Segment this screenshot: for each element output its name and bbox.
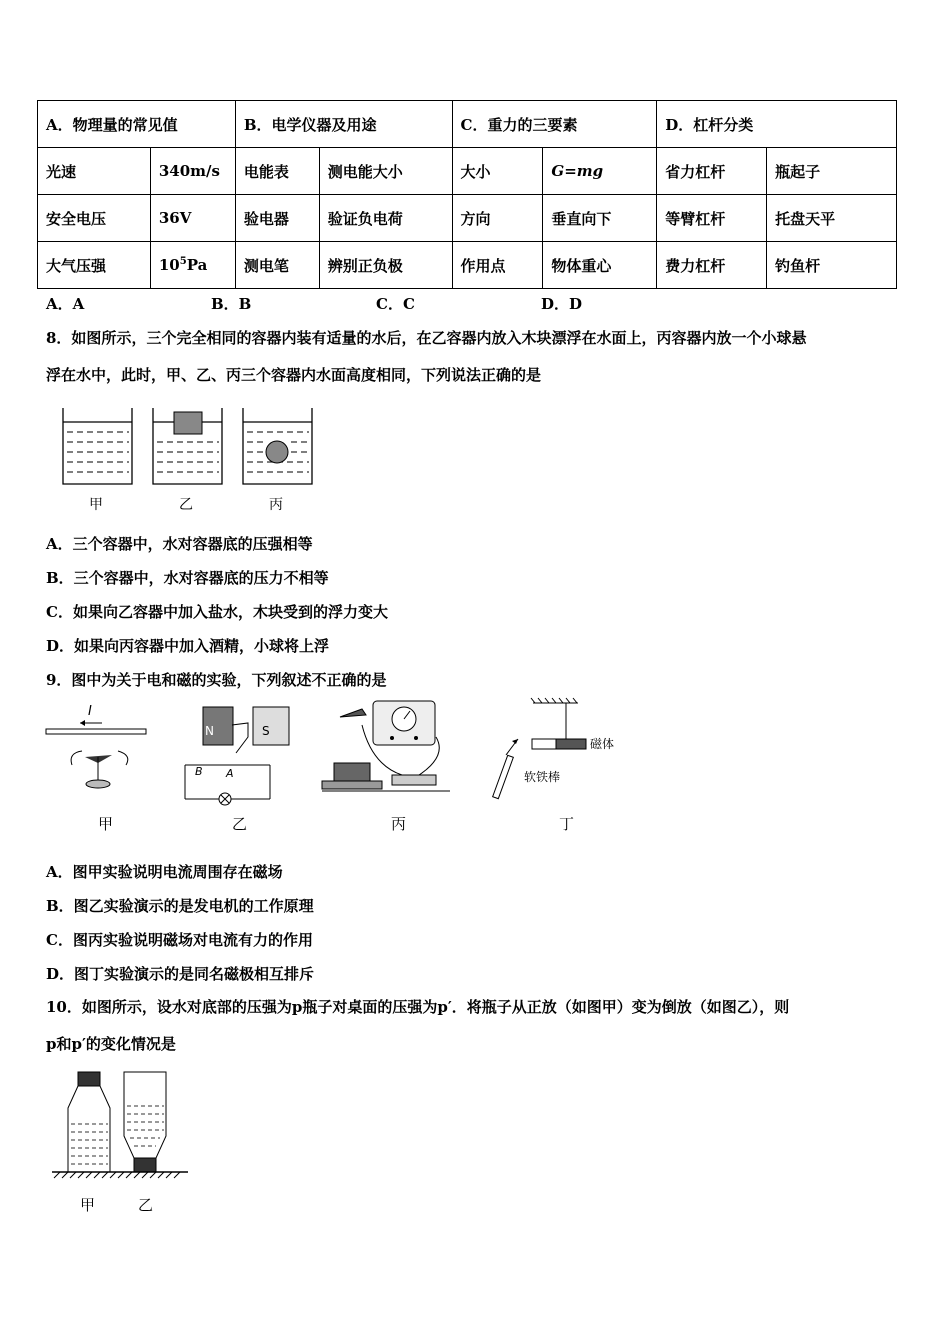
q9-option-b[interactable]: B．图乙实验演示的是发电机的工作原理: [46, 897, 314, 915]
figure-label: 丙: [269, 497, 283, 513]
water-lines-yi: [157, 442, 219, 472]
table-cell: G=mg: [543, 148, 657, 195]
table-cell: 安全电压: [38, 195, 151, 242]
table-header: C．重力的三要素: [452, 101, 657, 148]
q7-option-c[interactable]: C．C: [376, 295, 415, 313]
wood-block: [174, 412, 202, 434]
q8-figure: [55, 402, 325, 517]
q10-figure: [48, 1068, 198, 1218]
magnet-label: 磁体: [590, 737, 615, 751]
figure-jia: [46, 704, 146, 788]
current-label: I: [88, 704, 92, 719]
q8-stem-line2: 浮在水中，此时，甲、乙、丙三个容器内水面高度相同，下列说法正确的是: [46, 366, 542, 384]
q9-option-d[interactable]: D．图丁实验演示的是同名磁极相互排斥: [46, 965, 315, 983]
figure-label: 甲: [98, 815, 114, 833]
table-cell: 物体重心: [543, 242, 657, 289]
table-cell: 测电能大小: [319, 148, 452, 195]
table-cell: 省力杠杆: [657, 148, 767, 195]
table-cell: 验证负电荷: [319, 195, 452, 242]
table-row: [38, 195, 897, 242]
bottle-jia: [68, 1072, 110, 1172]
q8-option-a[interactable]: A．三个容器中，水对容器底的压强相等: [46, 535, 313, 553]
q8-option-c[interactable]: C．如果向乙容器中加入盐水，木块受到的浮力变大: [46, 603, 388, 621]
table-cell: 36V: [150, 195, 235, 242]
table-cell: 费力杠杆: [657, 242, 767, 289]
bottle-yi: [124, 1072, 166, 1172]
pressure-base: 10: [158, 256, 180, 274]
table-cell: 340m/s: [150, 148, 235, 195]
table-header: A．物理量的常见值: [38, 101, 236, 148]
figure-label: 丙: [391, 815, 407, 833]
table-cell: 钓鱼杆: [767, 242, 897, 289]
n-pole-label: N: [205, 724, 214, 738]
table-cell: [150, 242, 235, 289]
figure-ding: [493, 698, 614, 799]
table-cell: 辨别正负极: [319, 242, 452, 289]
table-cell: 大气压强: [38, 242, 151, 289]
table-cell: 作用点: [452, 242, 543, 289]
a-label: A: [226, 767, 234, 780]
b-label: B: [195, 765, 203, 778]
q9-option-a[interactable]: A．图甲实验说明电流周围存在磁场: [46, 863, 283, 881]
table-row: [38, 242, 897, 289]
container-jia: [63, 408, 132, 484]
q8-option-b[interactable]: B．三个容器中，水对容器底的压力不相等: [46, 569, 329, 587]
table-cell: 测电笔: [235, 242, 319, 289]
iron-rod-label: 软铁棒: [524, 770, 561, 784]
table-cell: 验电器: [235, 195, 319, 242]
q8-option-d[interactable]: D．如果向丙容器中加入酒精，小球将上浮: [46, 637, 330, 655]
q8-stem-line1: 8．如图所示，三个完全相同的容器内装有适量的水后，在乙容器内放入木块漂浮在水面上，丙容器内放一个小球悬: [46, 329, 807, 347]
q9-figure: [40, 695, 640, 840]
figure-label: 丁: [559, 815, 575, 833]
table-row: [38, 148, 897, 195]
table-hatching: [54, 1172, 180, 1178]
q10-stem-line2: p和p′的变化情况是: [46, 1035, 176, 1053]
table-cell: 托盘天平: [767, 195, 897, 242]
table-cell: 大小: [452, 148, 543, 195]
pressure-unit: Pa: [186, 256, 208, 274]
figure-label: 乙: [179, 497, 193, 513]
table-row: [38, 101, 897, 148]
q7-table: [37, 100, 897, 289]
q9-option-c[interactable]: C．图丙实验说明磁场对电流有力的作用: [46, 931, 313, 949]
figure-label: 甲: [89, 497, 103, 513]
table-cell: 光速: [38, 148, 151, 195]
s-pole-label: S: [262, 724, 270, 738]
q7-option-b[interactable]: B．B: [211, 295, 252, 313]
q9-stem: 9．图中为关于电和磁的实验，下列叙述不正确的是: [46, 671, 387, 689]
table-cell: 电能表: [235, 148, 319, 195]
table-header: B．电学仪器及用途: [235, 101, 452, 148]
figure-label: 甲: [80, 1196, 96, 1214]
table-cell: 垂直向下: [543, 195, 657, 242]
q7-option-d[interactable]: D．D: [541, 295, 583, 313]
table-header: D．杠杆分类: [657, 101, 897, 148]
q7-option-a[interactable]: A．A: [46, 295, 85, 313]
table-cell: 方向: [452, 195, 543, 242]
pressure-exponent: 5: [179, 256, 187, 267]
table-cell: 瓶起子: [767, 148, 897, 195]
water-lines-jia: [67, 432, 129, 472]
figure-label: 乙: [232, 815, 248, 833]
figure-label: 乙: [138, 1196, 154, 1214]
figure-bing: [322, 701, 450, 791]
q10-stem-line1: 10．如图所示，设水对底部的压强为p瓶子对桌面的压强为p′．将瓶子从正放（如图甲）变为倒放（如图乙），则: [46, 998, 790, 1016]
table-cell: 等臂杠杆: [657, 195, 767, 242]
small-ball: [266, 441, 288, 463]
figure-yi: [185, 707, 289, 805]
